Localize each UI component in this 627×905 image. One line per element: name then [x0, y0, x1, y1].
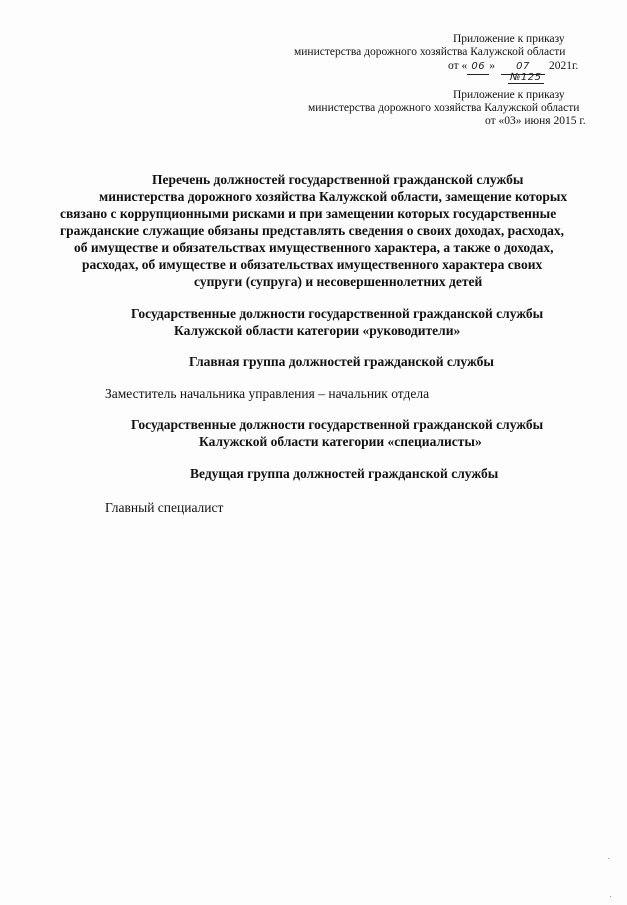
annex-old-line3: от «03» июня 2015 г.	[485, 115, 586, 127]
date-day-handwritten: 06	[467, 60, 489, 75]
date-mid: »	[489, 60, 495, 72]
section2-heading-line1: Государственные должности государственной гражданской службы	[131, 417, 544, 432]
section1-heading-line1: Государственные должности государственной гражданской службы	[131, 306, 544, 321]
title-line6: расходах, об имуществе и обязательствах имущественного характера своих	[82, 257, 543, 272]
title-line7: супруги (супруга) и несовершеннолетних детей	[194, 274, 483, 289]
title-line1: Перечень должностей государственной гражданской службы	[152, 172, 524, 187]
title-line2: министерства дорожного хозяйства Калужской области, замещение которых	[99, 189, 568, 204]
annex-new-line2: министерства дорожного хозяйства Калужской области	[294, 46, 566, 58]
scan-speck	[608, 858, 609, 859]
section2-position: Главный специалист	[105, 500, 224, 515]
title-line5: об имуществе и обязательствах имущественного характера, а также о доходах,	[74, 240, 554, 255]
section2-group: Ведущая группа должностей гражданской службы	[190, 466, 499, 481]
annex-old-line1: Приложение к приказу	[453, 89, 565, 101]
annex-new-line1: Приложение к приказу	[453, 33, 565, 45]
section1-position: Заместитель начальника управления – начальник отдела	[105, 386, 430, 401]
order-number-handwritten: №125	[510, 72, 542, 83]
section1-heading-line2: Калужской области категории «руководители»	[174, 323, 461, 338]
section2-heading-line2: Калужской области категории «специалисты»	[199, 434, 482, 449]
date-year: 2021г.	[549, 60, 579, 72]
title-line4: гражданские служащие обязаны представлять сведения о своих доходах, расходах,	[60, 223, 565, 238]
section1-group: Главная группа должностей гражданской службы	[189, 354, 494, 369]
date-prefix: от «	[448, 60, 468, 72]
annex-old-line2: министерства дорожного хозяйства Калужской области	[308, 102, 580, 114]
scan-speck	[610, 896, 611, 897]
title-line3: связано с коррупционными рисками и при замещении которых государственные	[60, 206, 557, 221]
date-month-handwritten: 07	[501, 60, 545, 75]
